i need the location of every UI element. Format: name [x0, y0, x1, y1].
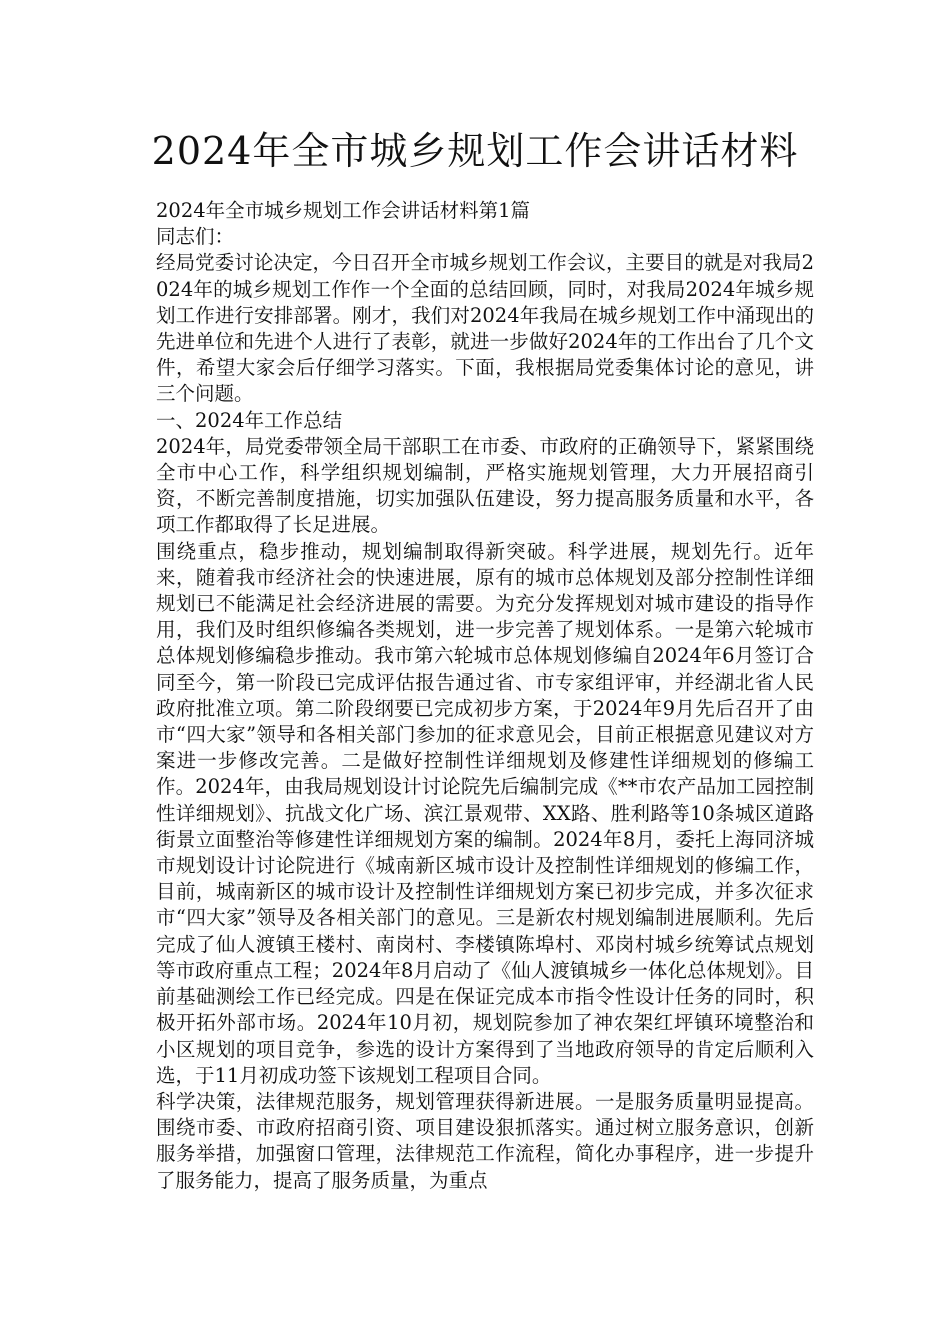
document-subtitle: 2024年全市城乡规划工作会讲话材料第1篇 — [156, 199, 531, 222]
document-title: 2024年全市城乡规划工作会讲话材料 — [151, 129, 799, 173]
section-heading: 一、2024年工作总结 — [156, 408, 343, 432]
greeting: 同志们： — [156, 225, 235, 249]
paragraph-summary: 2024年，局党委带领全局干部职工在市委、市政府的正确领导下，紧紧围绕全市中心工作，科学组织规划编制，严格实施规划管理，大力开展招商引资，不断完善制度措施，切实加强队伍建设，努力提高服务质量和水平，各项工作都取得了长足进展。 — [156, 434, 814, 537]
document-body — [146, 198, 814, 1194]
paragraph-planning: 围绕重点，稳步推动，规划编制取得新突破。科学进展，规划先行。近年来，随着我市经济社会的快速进展，原有的城市总体规划及部分控制性详细规划已不能满足社会经济进展的需要。为充分发挥规划对城市建设的指导作用，我们及时组织修编各类规划，进一步完善了规划体系。一是第六轮城市总体规划修编稳步推动。我市第六轮城市总体规划修编自2024年6月签订合同至今，第一阶段已完成评估报告通过省、市专家组评审，并经湖北省人民政府批准立项。第二阶段纲要已完成初步方案，于2024年9月先后召开了由市“四大家”领导和各相关部门参加的征求意见会，目前正根据意见建议对方案进一步修改完善。二是做好控制性详细规划及修建性详细规划的修编工作。2024年，由我局规划设计讨论院先后编制完成《**市农产品加工园控制性详细规划》、抗战文化广场、滨江景观带、XX路、胜利路等10条城区道路街景立面整治等修建性详细规划方案的编制。2024年8月，委托上海同济城市规划设计讨论院进行《城南新区城市设计及控制性详细规划的修编工作，目前，城南新区的城市设计及控制性详细规划方案已初步完成，并多次征求市“四大家”领导及各相关部门的意见。三是新农村规划编制进展顺利。先后完成了仙人渡镇王楼村、南岗村、李楼镇陈埠村、邓岗村城乡统筹试点规划等市政府重点工程；2024年8月启动了《仙人渡镇城乡一体化总体规划》。目前基础测绘工作已经完成。四是在保证完成本市指令性设计任务的同时，积极开拓外部市场。2024年10月初，规划院参加了神农架红坪镇环境整治和小区规划的项目竞争，参选的设计方案得到了当地政府领导的肯定后顺利入选，于11月初成功签下该规划工程项目合同。 — [156, 539, 814, 1087]
paragraph-management: 科学决策，法律规范服务，规划管理获得新进展。一是服务质量明显提高。围绕市委、市政府招商引资、项目建设狠抓落实。通过树立服务意识，创新服务举措，加强窗口管理，法律规范工作流程，简化办事程序，进一步提升了服务能力，提高了服务质量，为重点 — [156, 1089, 814, 1192]
paragraph-intro: 经局党委讨论决定，今日召开全市城乡规划工作会议，主要目的就是对我局2024年的城乡规划工作作一个全面的总结回顾，同时，对我局2024年城乡规划工作进行安排部署。刚才，我们对2024年我局在城乡规划工作中涌现出的先进单位和先进个人进行了表彰，就进一步做好2024年的工作出台了几个文件，希望大家会后仔细学习落实。下面，我根据局党委集体讨论的意见，讲三个问题。 — [156, 251, 814, 406]
